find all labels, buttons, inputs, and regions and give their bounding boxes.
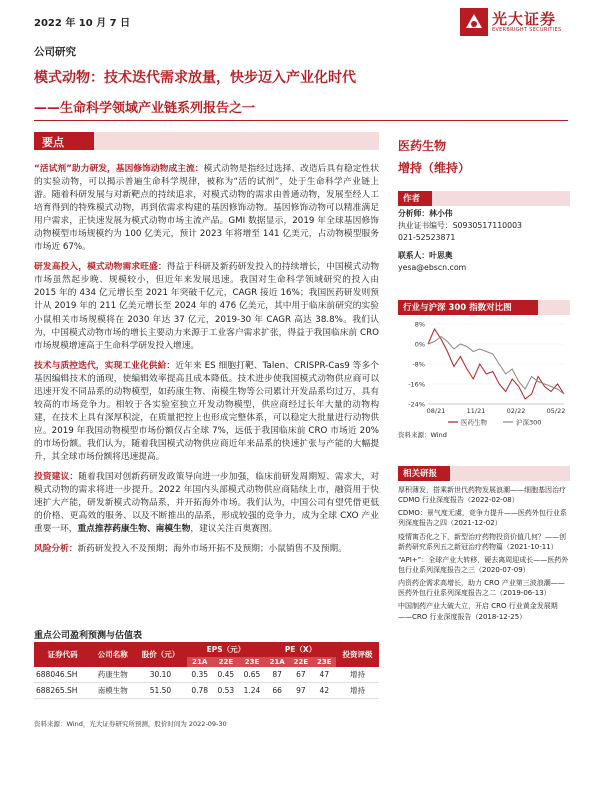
chart-label: 行业与沪深 300 指数对比图	[398, 300, 538, 315]
report-title: 模式动物：技术迭代需求放量，快步迈入产业化时代	[34, 70, 356, 86]
cell-rating: 增持	[336, 667, 379, 683]
paragraph-lead: 投资建议：	[34, 472, 79, 483]
summary-body	[34, 163, 379, 563]
col-year: 22E	[213, 657, 239, 667]
table-row	[34, 667, 379, 683]
cell-rating: 增持	[336, 683, 379, 699]
paragraph-text: 新药研发投入不及预期；海外市场开拓不及预期；小鼠销售不及预期。	[77, 544, 347, 555]
col-year: 23E	[239, 657, 265, 667]
y-tick-label: 0%	[414, 340, 425, 349]
cell-eps: 0.78	[187, 683, 213, 699]
x-tick-label: 05/22	[546, 407, 566, 415]
col-name: 公司名称	[91, 642, 134, 667]
col-year: 23E	[313, 657, 336, 667]
x-tick-label: 11/21	[466, 407, 486, 415]
sector-name: 医药生物	[398, 139, 447, 153]
index-comparison-chart	[398, 318, 570, 428]
cell-pe: 42	[313, 683, 336, 699]
cell-pe: 66	[265, 683, 289, 699]
estimates-table	[34, 642, 379, 699]
paragraph-lead: 研发高投入，模式动物需求旺盛：	[34, 262, 167, 273]
paragraph-2	[34, 261, 379, 352]
cell-pe: 67	[289, 667, 312, 683]
table-row	[34, 683, 379, 699]
report-link[interactable]: “API+”：全球产业大转移，硬去离周迎成长——医药外包行业系列深度报告之三（2020-07-09）	[398, 555, 569, 574]
sector-rating: 增持（维持）	[398, 161, 471, 175]
cell-name: 药康生物	[91, 667, 134, 683]
x-tick-label: 02/22	[506, 407, 526, 415]
company-logo	[460, 8, 570, 38]
cell-eps: 0.35	[187, 667, 213, 683]
logo-subtext: EVERBRIGHT SECURITIES	[492, 27, 562, 33]
paragraph-tail: ，建议关注百奥赛图。	[190, 524, 278, 535]
table-title: 重点公司盈利预测与估值表	[34, 631, 143, 641]
logo-text: 光大证券	[492, 10, 557, 28]
report-link[interactable]: 疫情寓否化之下，新型治疗药物投资价值几何？——创新药研究系列五之新冠治疗药物篇（2021-10-11）	[398, 532, 566, 551]
logo-icon	[460, 8, 488, 36]
reports-label: 相关研报	[398, 466, 450, 481]
y-tick-label: 8%	[414, 320, 425, 329]
col-code: 证券代码	[34, 642, 91, 667]
title-divider	[34, 120, 568, 121]
report-link[interactable]: CDMO：景气度无虞，竞争力提升——医药外包行业系列深度报告之四（2021-12-02）	[398, 509, 567, 528]
y-tick-label: -24%	[408, 400, 425, 409]
cell-code: 688265.SH	[34, 683, 91, 699]
report-date: 2022 年 10 月 7 日	[34, 18, 131, 29]
cell-eps: 0.45	[213, 667, 239, 683]
paragraph-lead: 技术与质控迭代，实现工业化供給：	[34, 360, 176, 371]
paragraph-1	[34, 163, 379, 254]
report-link[interactable]: 厚积薄发，搭乘新世代药物发展浪潮——细胞基因治疗 CDMO 行业深度报告（2022-02-08）	[398, 486, 566, 505]
col-pe: PE（X）	[265, 642, 336, 657]
report-category: 公司研究	[34, 46, 76, 58]
cell-pe: 47	[313, 667, 336, 683]
table-source: 资料来源：Wind，光大证券研究所预测，股价时间为 2022-09-30	[34, 720, 227, 728]
report-link[interactable]: 内资药企需求高增长，助力 CRO 产业第三波浪潮——医药外包行业系列深度报告之二（2019-06-13）	[398, 579, 565, 598]
col-rating: 投资评级	[336, 642, 379, 667]
cell-pe: 87	[265, 667, 289, 683]
paragraph-highlight: 重点推荐药康生物、南模生物	[77, 524, 191, 535]
col-year: 21A	[265, 657, 289, 667]
paragraph-3	[34, 360, 379, 464]
analyst-phone: 021-52523871	[398, 233, 456, 243]
paragraph-text: 得益于科研及新药研发投入的持续增长，中国模式动物市场虽然起步晚、规模较小，但近年来发展迅速。我国对生命科学领域研究的投入由 2015 年的 434 亿元增长至 2021 年突破千亿元，CAGR 接近 16%；我国医药研发则预计从 2019 年的 211 亿美元增长至 2024 年的 476 亿美元，其中用于临床前研究的实验小鼠相关市场规模将在 2030 年达 37 亿元，2019-30 年 CAGR 高达 38.8%。我们认为，中国模式动物市场的增长主要动力来源于工业客户需求扩张，得益于我国临床前 CRO 市场规模增速高于生命科学研发投入增速。	[34, 262, 380, 351]
cell-eps: 0.53	[213, 683, 239, 699]
legend-label: 医药生物	[461, 418, 487, 427]
cell-code: 688046.SH	[34, 667, 91, 683]
col-year: 22E	[289, 657, 312, 667]
license-number: 执业证书编号：S0930517110003	[398, 221, 523, 231]
col-price: 股价（元）	[134, 642, 186, 667]
report-subtitle: ——生命科学领域产业链系列报告之一	[34, 101, 256, 116]
author-info	[398, 208, 570, 274]
paragraph-text: 随着我国对创新药研发政策导向进一步加强，临床前研发周期短、需求大，对模式动物的需求将进一步提升。2022 年国内头部模式动物供应商陆续上市，融资用于快速扩大产能，研发新模式动物品系，并开拓海外市场。我们认为，中国公司有望凭借更低的价格、更高效的服务、以及不断推出的品系，形成较强的竞争力，成为全球 CXO 产业重要一环，	[34, 472, 380, 535]
cell-pe: 97	[289, 683, 312, 699]
analyst-name: 分析师：林小伟	[398, 209, 453, 218]
cell-eps: 0.65	[239, 667, 265, 683]
contact-name: 联系人：叶思奥	[398, 251, 453, 261]
cell-price: 30.10	[134, 667, 186, 683]
col-year: 21A	[187, 657, 213, 667]
paragraph-4	[34, 471, 379, 536]
chart-source: 资料来源：Wind	[398, 431, 447, 439]
cell-eps: 1.24	[239, 683, 265, 699]
related-reports	[398, 485, 570, 625]
paragraph-lead: “活试剂”助力研发，基因修饰动物成主流：	[34, 164, 204, 174]
author-label: 作者	[398, 191, 432, 206]
contact-email[interactable]: yesa@ebscn.com	[398, 263, 467, 273]
col-eps: EPS（元）	[187, 642, 265, 657]
x-tick-label: 08/21	[426, 407, 446, 415]
paragraph-lead: 风险分析：	[34, 544, 78, 555]
paragraph-5	[34, 543, 379, 556]
cell-price: 51.50	[134, 683, 186, 699]
y-tick-label: -16%	[408, 380, 425, 389]
paragraph-text: 模式动物是指经过选择、改造后具有稳定性状的实验动物，可以揭示普遍生命科学规律，被称为“活的试剂”，处于生命科学产业链上游。随着科研发展与对新靶点的持续追求，对模式动物的需求由普通动物，发展至经人工培育得到的特殊模式动物，再到依需求构建的基因修饰动物。基因修饰动物可以精准满足用户需求，正快速发展为模式动物市场主流产品。GMI 数据显示，2019 年全球基因修饰动物模型市场规模约为 100 亿美元，预计 2023 年将增至 141 亿美元，占动物模型服务市场近 67%。	[34, 164, 380, 253]
report-link[interactable]: 中国制药产业大破大立，开启 CRO 行业黄金发展期——CRO 行业深度报告（2018-12-25）	[398, 602, 558, 621]
paragraph-text: 近年来 ES 细胞打靶、Talen、CRISPR-Cas9 等多个基因编辑技术的涌现，使编辑效率提高且成本降低。技术进步使我国模式动物供应商可以迅速开发不同品系的动物模型，如药康生物、南模生物等公司累计开发品系均过万，具有较高的市场竞争力。相较于各实验室独立开发动物模型，供应商经过长年大量的动物构建，在技术上具有深厚积淀，在质量把控上也形成完整体系，可以稳定大批量进行动物供应。2019 年我国动物模型市场份额仅占全球 7%，远低于我国临床前 CRO 市场近 20%的市场份额。我们认为，随着我国模式动物供应商近年来品系的快速扩张与产能的大幅提升，其全球市场份额将迅速提高。	[34, 360, 379, 462]
y-tick-label: -8%	[412, 360, 425, 369]
cell-name: 南模生物	[91, 683, 134, 699]
legend-label: 沪深300	[516, 418, 542, 427]
summary-label: 要点	[34, 132, 94, 150]
